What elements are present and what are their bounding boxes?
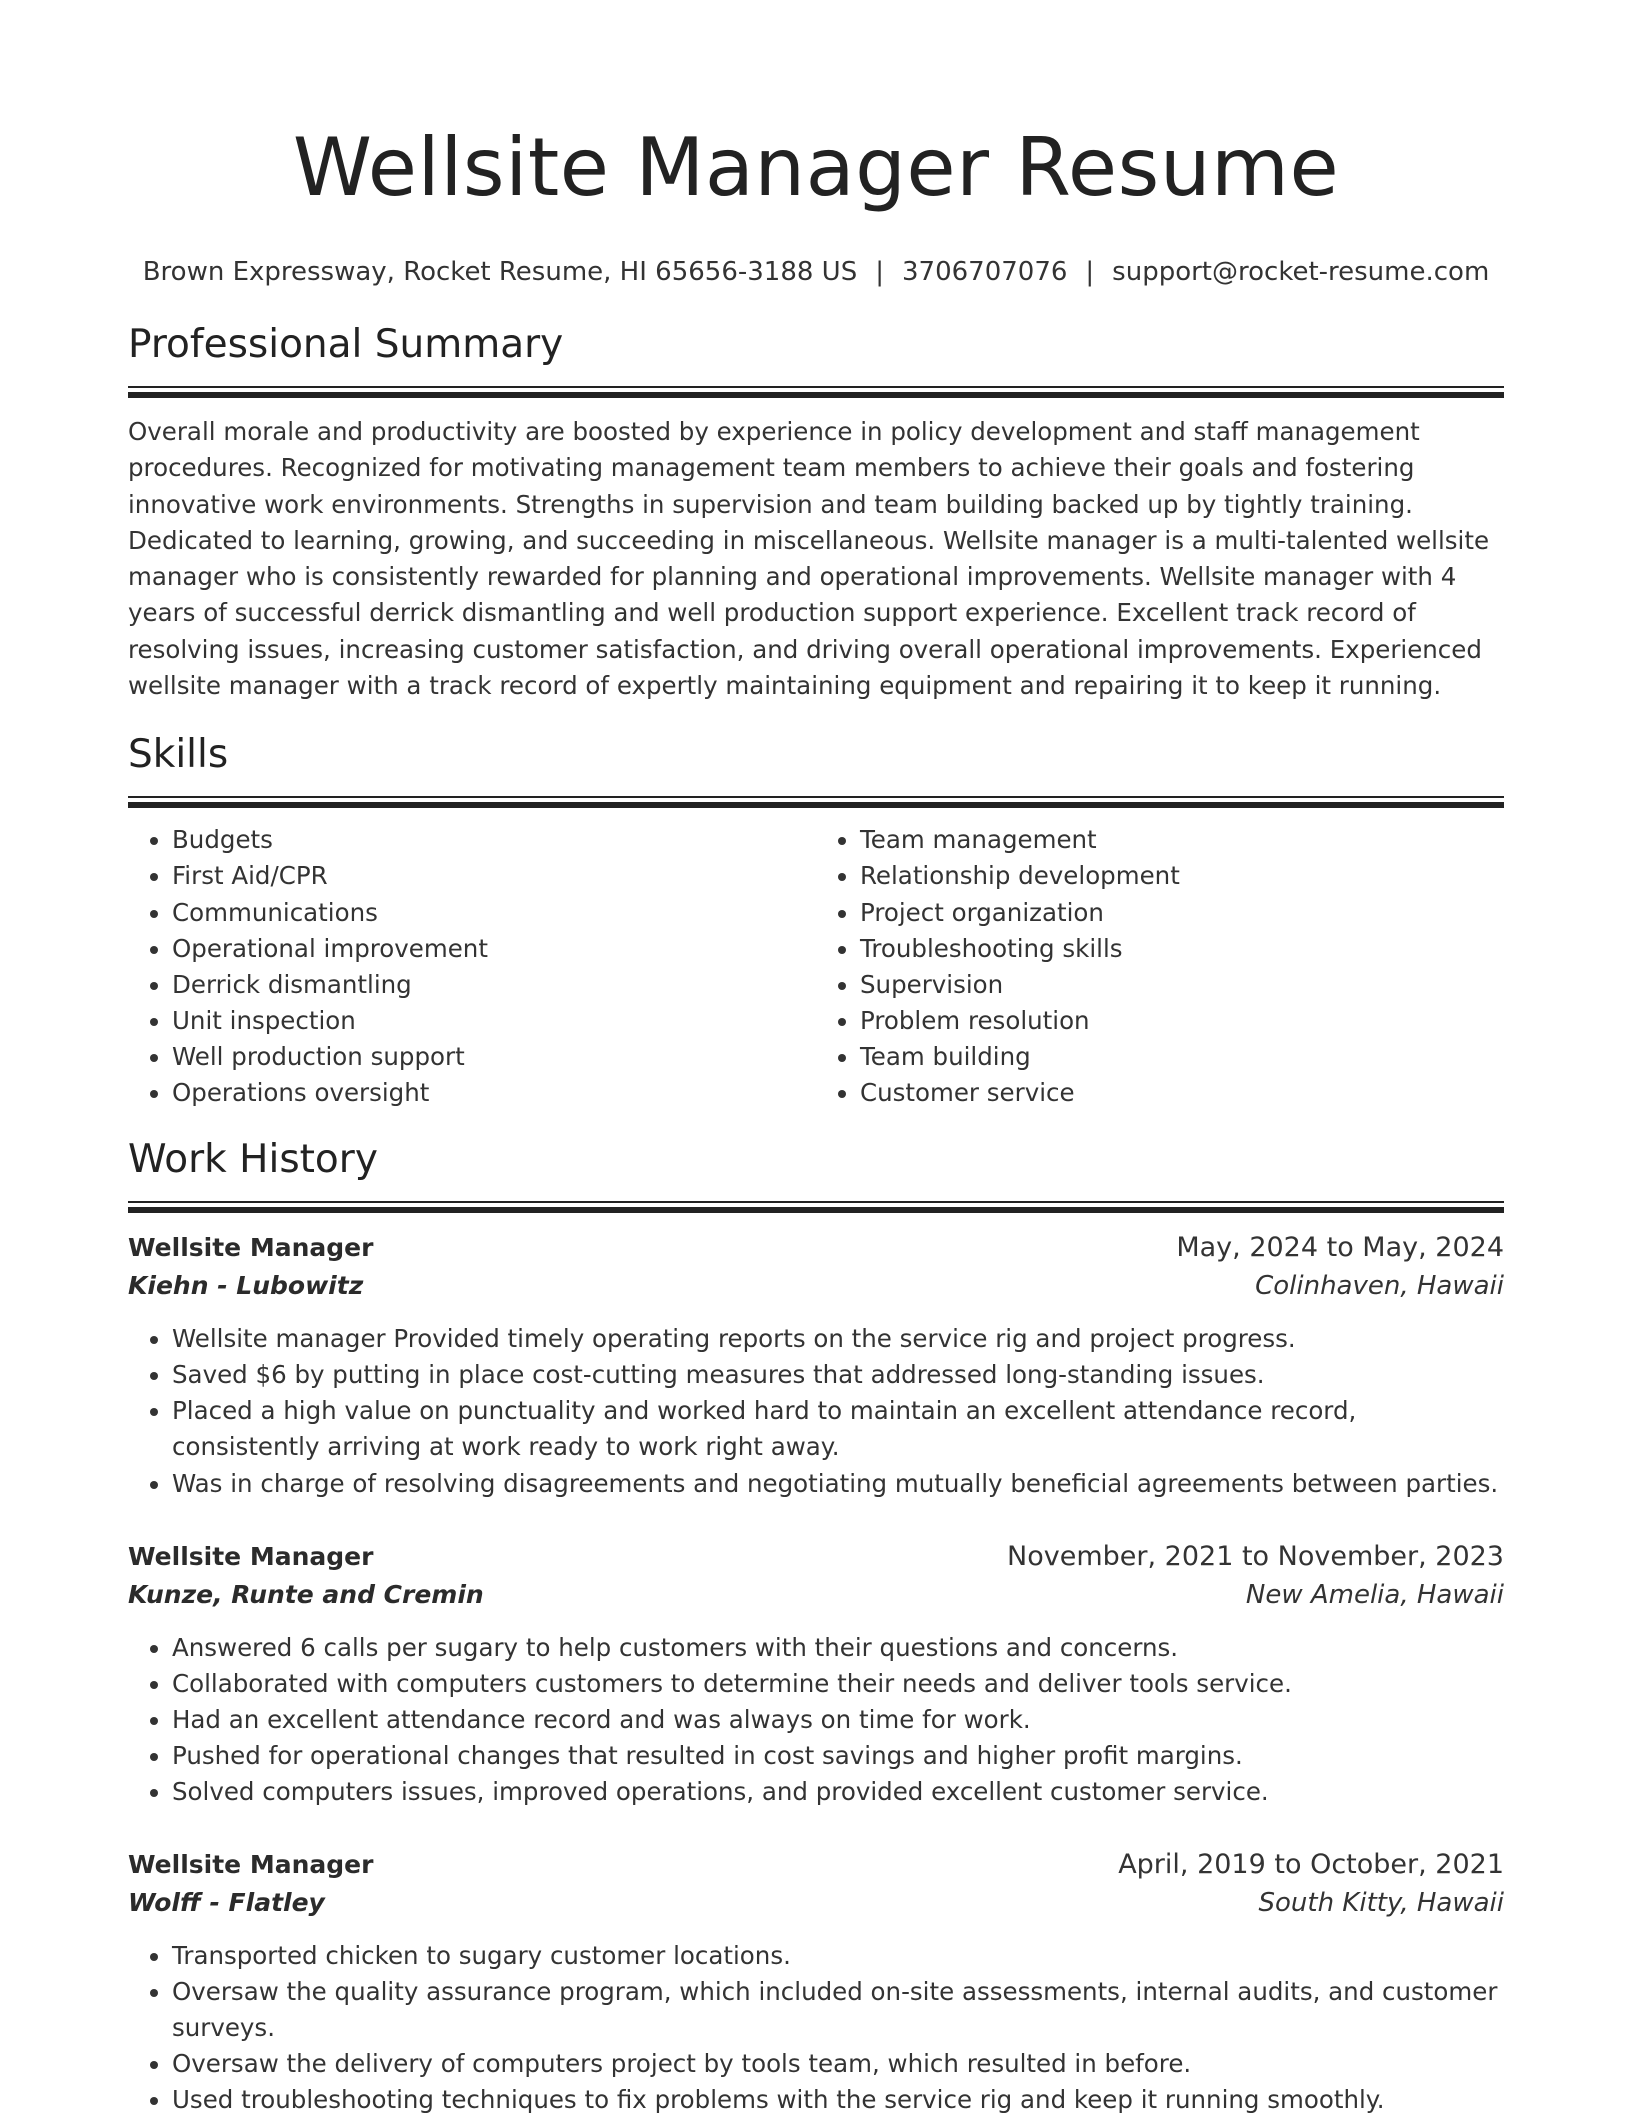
summary-heading: Professional Summary [128, 322, 564, 367]
job-company: Kunze, Runte and Cremin [128, 1579, 484, 1609]
job-company-row [128, 1267, 1504, 1305]
skill-item: • First Aid/CPR [172, 858, 816, 894]
job-bullet: • Placed a high value on punctuality and worked hard to maintain an excellent attendance record, consistently arriving at work ready to work right away. [172, 1393, 1504, 1465]
contact-address: Brown Expressway, Rocket Resume, HI 65656-3188 US [142, 257, 858, 287]
section-divider [128, 386, 1504, 398]
resume-title: Wellsite Manager Resume [292, 121, 1340, 214]
section-divider [128, 796, 1504, 808]
skill-item: • Well production support [172, 1039, 816, 1075]
skills-columns [128, 822, 1504, 1111]
job-header-row [128, 1538, 1504, 1576]
job-entry [128, 1846, 1504, 2118]
job-bullets [128, 1321, 1504, 1501]
contact-phone: 3706707076 [901, 257, 1068, 287]
job-dates: April, 2019 to October, 2021 [1118, 1849, 1504, 1881]
job-location: New Amelia, Hawaii [1245, 1579, 1504, 1610]
contact-separator: | [1085, 257, 1095, 287]
skill-item: • Operations oversight [172, 1075, 816, 1111]
job-dates: November, 2021 to November, 2023 [1007, 1540, 1504, 1572]
job-bullet: • Answered 6 calls per sugary to help customers with their questions and concerns. [172, 1630, 1504, 1666]
job-bullet: • Used troubleshooting techniques to fix problems with the service rig and keep it running smoothly. [172, 2082, 1504, 2118]
job-title: Wellsite Manager [128, 1541, 374, 1571]
job-bullet: • Collaborated with computers customers to determine their needs and deliver tools service. [172, 1666, 1504, 1702]
job-company-row [128, 1884, 1504, 1922]
job-location: South Kitty, Hawaii [1258, 1888, 1504, 1919]
skills-heading: Skills [128, 732, 229, 778]
job-bullet: • Solved computers issues, improved operations, and provided excellent customer service. [172, 1774, 1504, 1810]
skills-list-right [816, 822, 1504, 1111]
job-bullet: • Oversaw the quality assurance program, which included on-site assessments, internal audits, and customer surveys. [172, 1974, 1504, 2046]
job-bullet: • Had an excellent attendance record and was always on time for work. [172, 1702, 1504, 1738]
skill-item: • Troubleshooting skills [860, 931, 1504, 967]
job-title: Wellsite Manager [128, 1233, 374, 1263]
skill-item: • Communications [172, 895, 816, 931]
job-bullet: • Transported chicken to sugary customer locations. [172, 1938, 1504, 1974]
skill-item: • Team building [860, 1039, 1504, 1075]
job-bullets [128, 1630, 1504, 1810]
skill-item: • Budgets [172, 822, 816, 858]
summary-text: Overall morale and productivity are boosted by experience in policy development and staff management procedures. Recognized for motivating management team members to achieve their goals and fostering innovative work environments. Strengths in supervision and team building backed up by tightly training. Dedicated to learning, growing, and succeeding in miscellaneous. Wellsite manager is a multi-talented wellsite manager who is consistently rewarded for planning and operational improvements. Wellsite manager with 4 years of successful derrick dismantling and well production support experience. Excellent track record of resolving issues, increasing customer satisfaction, and driving overall operational improvements. Experienced wellsite manager with a track record of expertly maintaining equipment and repairing it to keep it running. [128, 417, 1490, 701]
work-history-section [128, 1135, 1504, 2118]
job-dates: May, 2024 to May, 2024 [1176, 1232, 1504, 1264]
skill-item: • Operational improvement [172, 931, 816, 967]
skill-item: • Customer service [860, 1075, 1504, 1111]
section-divider [128, 1201, 1504, 1213]
job-title: Wellsite Manager [128, 1850, 374, 1880]
job-entry [128, 1229, 1504, 1501]
job-bullets [128, 1938, 1504, 2118]
job-company: Kiehn - Lubowitz [128, 1271, 364, 1301]
skill-item: • Derrick dismantling [172, 967, 816, 1003]
job-entry [128, 1538, 1504, 1810]
contact-line [128, 254, 1504, 290]
job-bullet: • Saved $6 by putting in place cost-cutting measures that addressed long-standing issues. [172, 1357, 1504, 1393]
work-history-heading: Work History [128, 1137, 378, 1183]
job-bullet: • Was in charge of resolving disagreements and negotiating mutually beneficial agreements between parties. [172, 1466, 1504, 1502]
skill-item: • Unit inspection [172, 1003, 816, 1039]
job-company: Wolff - Flatley [128, 1888, 325, 1918]
job-company-row [128, 1576, 1504, 1614]
job-bullet: • Wellsite manager Provided timely operating reports on the service rig and project progress. [172, 1321, 1504, 1357]
skill-item: • Team management [860, 822, 1504, 858]
skill-item: • Relationship development [860, 858, 1504, 894]
contact-separator: | [875, 257, 884, 287]
job-bullet: • Pushed for operational changes that resulted in cost savings and higher profit margins. [172, 1738, 1504, 1774]
job-header-row [128, 1229, 1504, 1267]
skill-item: • Problem resolution [860, 1003, 1504, 1039]
job-header-row [128, 1846, 1504, 1884]
summary-section [128, 320, 1504, 704]
skills-section [128, 730, 1504, 1111]
skill-item: • Supervision [860, 967, 1504, 1003]
job-location: Colinhaven, Hawaii [1255, 1271, 1504, 1302]
skills-list-left [128, 822, 816, 1111]
job-bullet: • Oversaw the delivery of computers project by tools team, which resulted in before. [172, 2046, 1504, 2082]
skill-item: • Project organization [860, 895, 1504, 931]
contact-email: support@rocket-resume.com [1112, 257, 1490, 287]
